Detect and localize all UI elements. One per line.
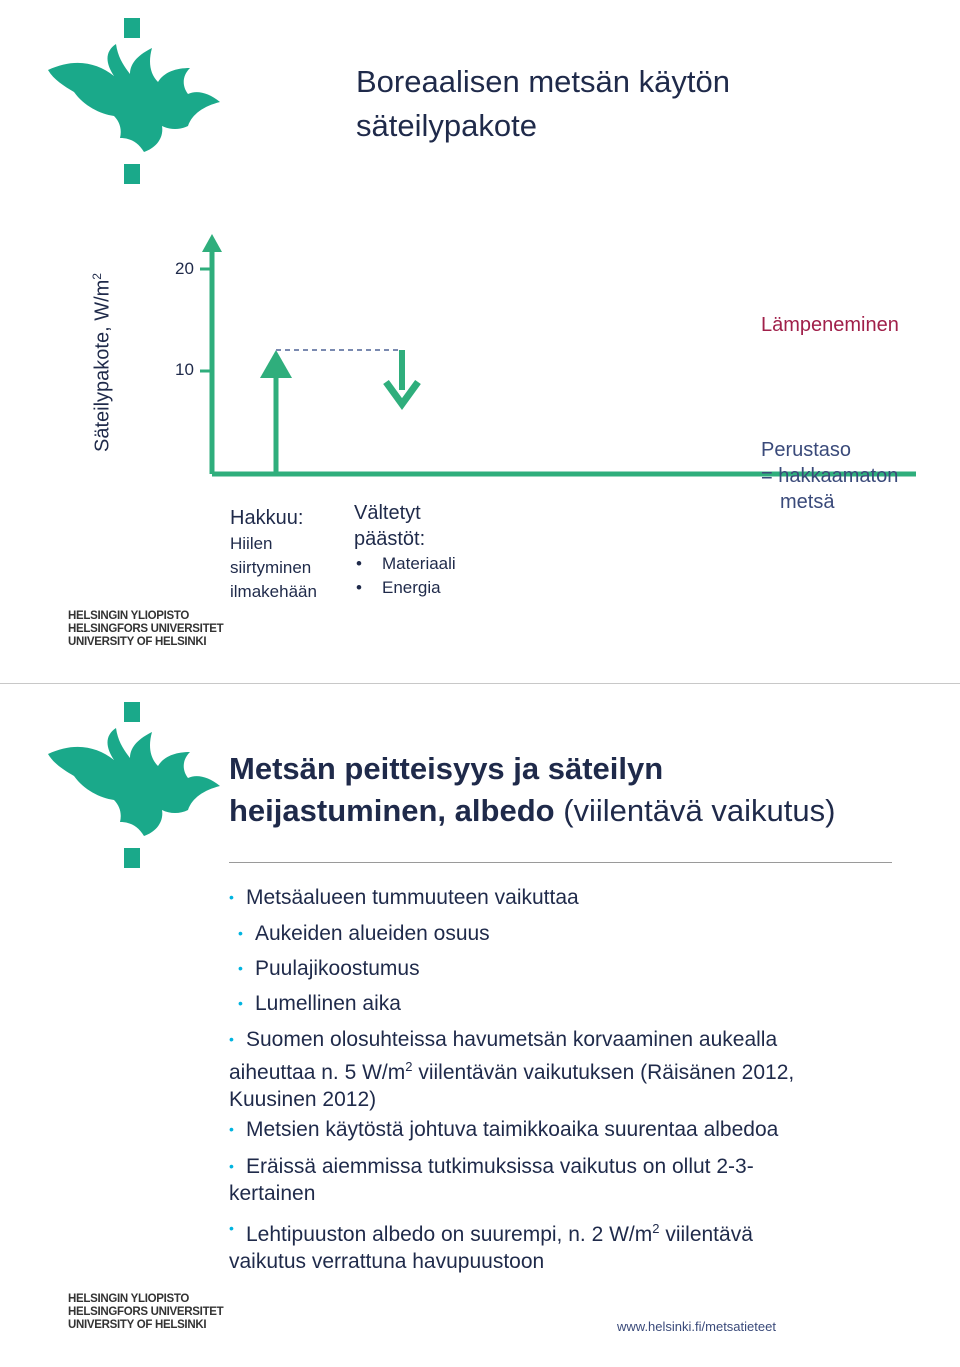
slide-2-title-line-1: Metsän peitteisyys ja säteilyn	[229, 751, 664, 786]
university-name-fi: HELSINGIN YLIOPISTO	[68, 610, 190, 622]
university-name-en: UNIVERSITY OF HELSINKI	[68, 1319, 207, 1331]
avoided-emissions-down-arrow	[386, 350, 418, 404]
baseline-label-line-1: Perustaso	[761, 439, 852, 461]
harvest-up-arrow	[260, 350, 292, 474]
bullet-dot: •	[238, 960, 243, 976]
avoided-item-2	[354, 576, 456, 600]
bullet-5-line-1b: viilentävä	[659, 1223, 753, 1246]
slide-2-title-light: (viilentävä vaikutus)	[563, 793, 836, 828]
bullet-dot: •	[238, 995, 243, 1011]
bullet-dot: •	[229, 889, 234, 905]
sub-bullet-2-text: Puulajikoostumus	[255, 957, 420, 980]
bullet-3	[229, 1116, 779, 1143]
y-axis-label-text: Säteilypakote, W/m	[91, 279, 114, 452]
y-axis	[200, 234, 222, 474]
warming-label: Lämpeneminen	[761, 314, 899, 336]
bullet-2-line-2a: aiheuttaa n. 5 W/m	[229, 1061, 406, 1084]
slide-1	[0, 0, 960, 683]
bullet-dot: •	[238, 925, 243, 941]
title-underline	[229, 862, 892, 863]
footer-url[interactable]: www.helsinki.fi/metsatieteet	[617, 1319, 776, 1334]
harvest-line-1: Hiilen	[230, 534, 273, 553]
sub-bullet-1	[238, 920, 490, 947]
bullet-5-line-1	[229, 1215, 909, 1248]
baseline-label	[761, 437, 898, 515]
bullet-2-sup: 2	[405, 1059, 413, 1074]
university-name-block-2	[68, 1293, 223, 1332]
bullet-4-line-2: kertainen	[229, 1182, 316, 1205]
harvest-line-2: siirtyminen	[230, 558, 312, 577]
avoided-title-line-2: päästöt:	[354, 528, 426, 550]
bullet-dot: •	[356, 554, 362, 573]
harvest-line-3: ilmakehään	[230, 582, 317, 601]
university-flame-logo	[44, 18, 224, 186]
harvest-title: Hakkuu:	[230, 507, 304, 529]
bullet-1	[229, 884, 579, 911]
bullet-dot: •	[229, 1158, 234, 1174]
bullet-4-line-1: Eräissä aiemmissa tutkimuksissa vaikutus on ollut 2-3-	[246, 1155, 754, 1178]
sub-bullet-3-text: Lumellinen aika	[255, 992, 401, 1015]
bullet-2-line-3: Kuusinen 2012)	[229, 1088, 377, 1111]
baseline-label-line-3: metsä	[780, 491, 835, 513]
bullet-2-line-1: Suomen olosuhteissa havumetsän korvaaminen aukealla	[246, 1028, 778, 1051]
bullet-5-line-2: vaikutus verrattuna havupuustoon	[229, 1250, 545, 1273]
bullet-1-text: Metsäalueen tummuuteen vaikuttaa	[246, 886, 579, 909]
sub-bullet-3	[238, 990, 401, 1017]
bullet-2-line-2	[229, 1053, 909, 1086]
university-name-sv: HELSINGFORS UNIVERSITET	[68, 623, 224, 635]
bullet-5-line-1a: Lehtipuuston albedo on suurempi, n. 2 W/m	[246, 1223, 653, 1246]
slide-1-title-line-1: Boreaalisen metsän käytön	[356, 64, 730, 99]
bullet-dot: •	[356, 578, 362, 597]
y-axis-label	[90, 273, 115, 452]
bullet-3-text: Metsien käytöstä johtuva taimikkoaika suurentaa albedoa	[246, 1118, 779, 1141]
avoided-item-1	[354, 552, 456, 576]
y-tick-20: 20	[175, 259, 194, 278]
university-flame-logo	[44, 702, 224, 870]
bullet-2-line-2b: viilentävän vaikutuksen (Räisänen 2012,	[412, 1061, 795, 1084]
sub-bullet-1-text: Aukeiden alueiden osuus	[255, 922, 490, 945]
baseline-label-line-2: = hakkaamaton	[761, 465, 899, 487]
slide-1-title-line-2: säteilypakote	[356, 108, 537, 143]
bullet-dot: •	[229, 1121, 234, 1137]
bullet-4	[229, 1153, 909, 1207]
slide-2	[0, 684, 960, 1367]
university-name-en: UNIVERSITY OF HELSINKI	[68, 636, 207, 648]
bullet-5-sup: 2	[652, 1221, 660, 1236]
avoided-item-1-text: Materiaali	[382, 554, 456, 573]
y-axis-label-superscript: 2	[90, 273, 104, 280]
university-name-fi: HELSINGIN YLIOPISTO	[68, 1293, 190, 1305]
bullet-dot: •	[229, 1031, 234, 1047]
bullet-5	[229, 1215, 909, 1275]
avoided-title-line-1: Vältetyt	[354, 502, 421, 524]
slide-2-title	[229, 748, 835, 832]
slide-2-title-bold: heijastuminen, albedo	[229, 793, 555, 828]
avoided-emissions-caption	[354, 500, 456, 600]
university-name-block	[68, 610, 223, 649]
harvest-caption	[230, 504, 317, 604]
slide-1-title	[356, 60, 730, 148]
avoided-item-2-text: Energia	[382, 578, 441, 597]
university-name-sv: HELSINGFORS UNIVERSITET	[68, 1306, 224, 1318]
slide-2-title-line-2	[229, 790, 835, 832]
y-tick-10: 10	[175, 360, 194, 379]
sub-bullet-2	[238, 955, 420, 982]
bullet-dot: •	[229, 1220, 234, 1236]
bullet-2	[229, 1026, 909, 1113]
